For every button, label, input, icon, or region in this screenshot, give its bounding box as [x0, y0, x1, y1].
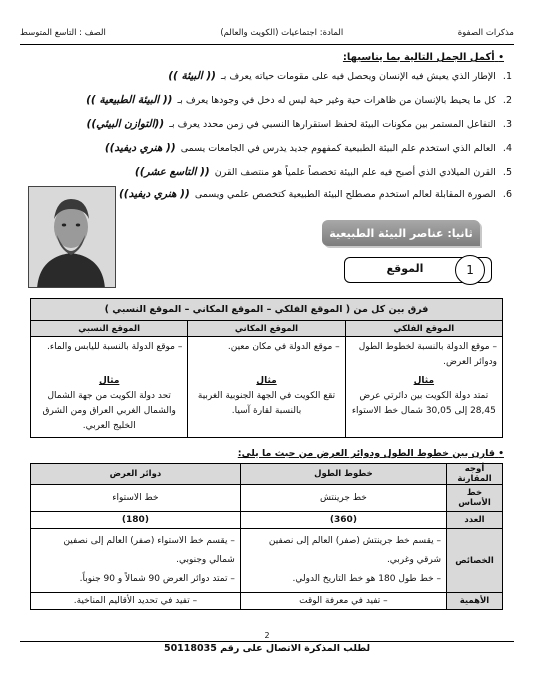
page-number: 2	[264, 631, 270, 640]
table2-cell: – تفيد في معرفة الوقت	[240, 593, 446, 610]
header-subject: المادة: اجتماعيات (الكويت والعالم)	[220, 28, 344, 38]
compare-table	[30, 463, 503, 610]
bullet: •	[498, 449, 504, 459]
compare-title	[238, 448, 504, 459]
portrait-image	[28, 187, 115, 288]
table-row	[31, 485, 503, 512]
table2-cell: (180)	[31, 512, 241, 529]
table-row	[31, 337, 503, 438]
table1-cell	[188, 337, 345, 438]
definition-text: – موقع الدولة بالنسبة لليابس والماء.	[47, 342, 183, 352]
question-text: القرن الميلادي الذي أصبح فيه علم البيئة تخصصاً علمياً هو منتصف القرن	[214, 167, 496, 178]
question-number: 6.	[502, 189, 512, 200]
feature-text: – يقسم خط جرينتش (صفر) العالم إلى نصفين شرقي وغربي.	[268, 536, 441, 565]
table1-header: الموقع المكاني	[188, 321, 345, 337]
bullet: •	[498, 53, 504, 63]
example-label: مثال	[413, 376, 435, 386]
table1-cell	[31, 337, 188, 438]
question-text: الإطار الذي يعيش فيه الإنسان ويحصل فيه على مقومات حياته يعرف بـ	[220, 71, 496, 82]
table2-header: خطوط الطول	[240, 464, 446, 485]
question-number: 4.	[502, 143, 512, 154]
section1-title	[343, 52, 504, 63]
question-text: كل ما يحيط بالإنسان من ظاهرات حية وغير حية ليس له دخل في وجودها يعرف بـ	[177, 95, 496, 106]
header-brand: مذكرات الصفوة	[457, 28, 514, 38]
question-item	[119, 188, 512, 200]
question-answer: ((التوازن البيئي))	[86, 118, 165, 130]
question-answer: (( هنري ديفيد))	[118, 188, 190, 200]
example-text: تقع الكويت في الجهة الجنوبية الغربية بالنسبة لقارة آسيا.	[197, 391, 336, 416]
table2-cell: – تفيد في تحديد الأقاليم المناخية.	[31, 593, 241, 610]
location-number: 1	[455, 255, 485, 285]
table2-header: دوائر العرض	[31, 464, 241, 485]
table2-cell	[31, 529, 241, 593]
page-header	[20, 28, 514, 42]
compare-title-text: قارن بين خطوط الطول ودوائر العرض من حيث ما يلي:	[237, 448, 495, 459]
question-answer: (( التاسع عشر))	[134, 166, 210, 178]
row-label: الأهمية	[447, 593, 503, 610]
section2-title: ثانيا: عناصر البيئة الطبيعية	[322, 220, 480, 246]
question-number: 3.	[502, 119, 512, 130]
question-item	[168, 70, 512, 82]
location-table	[30, 298, 503, 438]
table2-cell: خط الاستواء	[31, 485, 241, 512]
question-number: 5.	[502, 167, 512, 178]
row-label: العدد	[447, 512, 503, 529]
example-label: مثال	[256, 376, 277, 386]
question-answer: (( هنري ديفيد))	[104, 142, 176, 154]
header-grade: الصف : التاسع المتوسط	[20, 28, 106, 38]
scientist-portrait	[28, 186, 116, 288]
question-item	[105, 142, 512, 154]
table1-caption: فرق بين كل من ( الموقع الفلكي – الموقع المكاني – الموقع النسبي )	[31, 299, 503, 321]
table1-header: الموقع الفلكي	[345, 321, 502, 337]
question-item	[86, 94, 512, 106]
location-label: الموقع	[386, 262, 424, 275]
row-label: خط الأساس	[447, 485, 503, 512]
question-answer: (( البيئة ))	[168, 70, 216, 82]
section1-title-text: أكمل الجمل التالية بما يناسبها:	[342, 52, 495, 63]
example-text: تحد دولة الكويت من جهة الشمال والشمال الغربي العراق ومن الشرق الخليج العربي.	[42, 391, 176, 431]
table-row	[31, 512, 503, 529]
table2-cell: (360)	[240, 512, 446, 529]
table2-cell: خط جرينتش	[240, 485, 446, 512]
table2-header: أوجه المقارنة	[447, 464, 503, 485]
question-item	[87, 118, 512, 130]
question-answer: (( البيئة الطبيعية ))	[86, 94, 173, 106]
feature-text: – خط طول 180 هو خط التاريخ الدولي.	[292, 574, 441, 584]
question-text: العالم الذي استخدم علم البيئة الطبيعية كمفهوم جديد يدرس في الجامعات يسمى	[180, 143, 496, 154]
section2-tab	[322, 220, 480, 246]
row-label: الخصائص	[447, 529, 503, 593]
feature-text: – تمتد دوائر العرض 90 شمالاً و 90 جنوباً.	[79, 574, 235, 584]
question-text: الصورة المقابلة لعالم استخدم مصطلح البيئة الطبيعية كتخصص علمي ويسمى	[194, 189, 496, 200]
question-number: 2.	[502, 95, 512, 106]
footer-contact: لطلب المذكرة الاتصال على رقم 50118035	[163, 643, 371, 654]
feature-text: – يقسم خط الاستواء (صفر) العالم إلى نصفين شمالي وجنوبي.	[63, 536, 235, 565]
question-text: التفاعل المستمر بين مكونات البيئة لحفظ استقرارها النسبي في زمن محدد يعرف بـ	[169, 119, 496, 130]
table2-cell	[240, 529, 446, 593]
header-divider	[20, 44, 514, 45]
definition-text: – موقع الدولة في مكان معين.	[227, 342, 340, 352]
table-row	[31, 593, 503, 610]
example-text: تمتد دولة الكويت بين دائرتي عرض 28,45 إلى 30,05 شمال خط الاستواء	[351, 391, 496, 416]
example-label: مثال	[98, 376, 120, 386]
footer-divider	[20, 641, 514, 642]
table1-header: الموقع النسبي	[31, 321, 188, 337]
table-row	[31, 529, 503, 593]
table1-cell	[345, 337, 502, 438]
definition-text: – موقع الدولة بالنسبة لخطوط الطول ودوائر العرض.	[358, 342, 497, 367]
question-item	[135, 166, 512, 178]
question-number: 1.	[502, 71, 512, 82]
